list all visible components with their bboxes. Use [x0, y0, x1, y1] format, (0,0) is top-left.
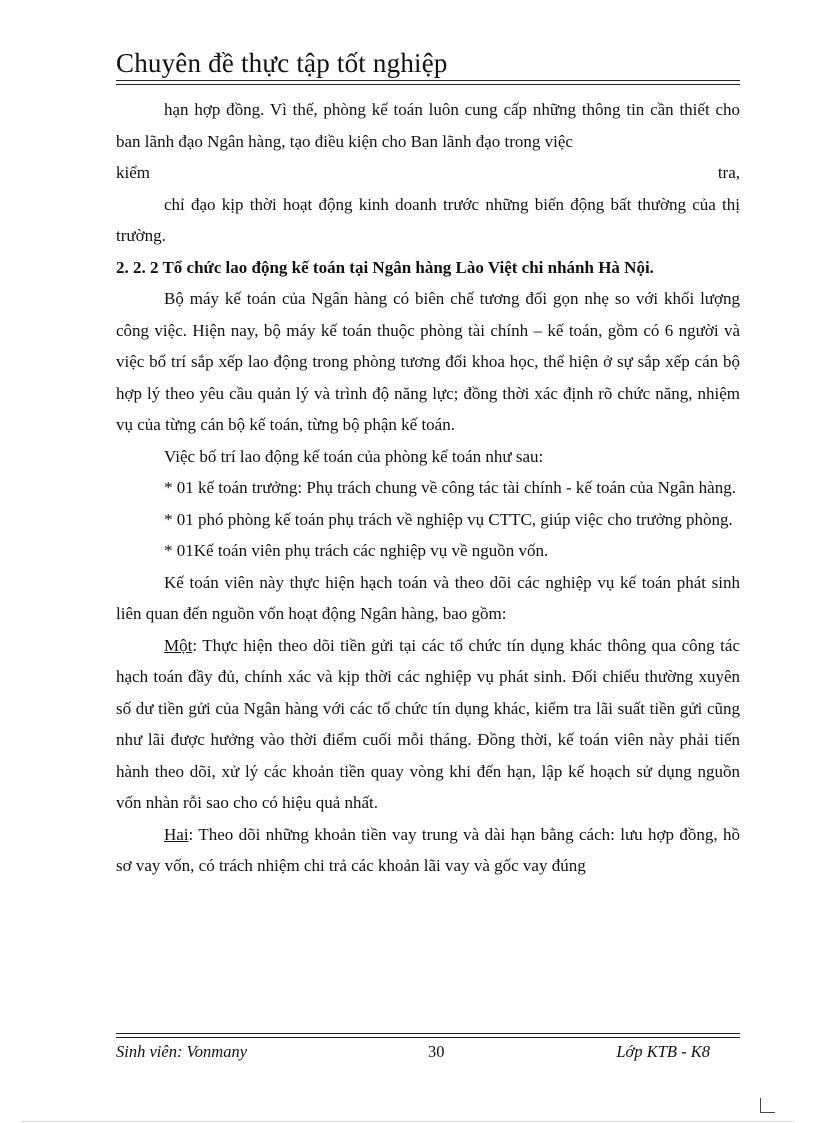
- paragraph-2: chỉ đạo kịp thời hoạt động kinh doanh trước những biến động bất thường của thị trường.: [116, 194, 740, 245]
- page-corner-mark: [760, 1098, 775, 1113]
- word-tra: tra,: [717, 163, 740, 182]
- footer-rule-bottom: [116, 1037, 740, 1038]
- paragraph-4: Việc bố trí lao động kế toán của phòng kế toán như sau:: [164, 446, 544, 466]
- paragraph-5: * 01 kế toán trưởng: Phụ trách chung về công tác tài chính - kế toán của Ngân hàng.: [164, 478, 736, 497]
- label-hai: Hai: [164, 824, 189, 844]
- document-body: [116, 94, 740, 882]
- page-header-title: Chuyên đề thực tập tốt nghiệp: [116, 48, 448, 78]
- paragraph-9: [116, 630, 740, 819]
- paragraph-3: Bộ máy kế toán của Ngân hàng có biên chế tương đối gọn nhẹ so với khối lượng công việc. Hiện nay, bộ máy kế toán thuộc phòng tài chính – kế toán, gồm có 6 người và việc bố trí sắp xếp lao động trong phòng tương đối khoa học, thể hiện ở sự sắp xếp cán bộ hợp lý theo yêu cầu quản lý và trình độ năng lực; đồng thời xác định rõ chức năng, nhiệm vụ của từng cán bộ kế toán, từng bộ phận kế toán.: [116, 289, 740, 434]
- paragraph-7: * 01Kế toán viên phụ trách các nghiệp vụ về nguồn vốn.: [164, 541, 549, 560]
- word-kiem: kiểm: [116, 163, 150, 182]
- footer-student: Sinh viên: Vonmany: [116, 1042, 248, 1061]
- section-heading: 2. 2. 2 Tổ chức lao động kế toán tại Ngân hàng Lào Việt chi nhánh Hà Nội.: [116, 257, 654, 277]
- paragraph-10: [116, 819, 740, 882]
- footer-page-number: 30: [428, 1042, 445, 1061]
- paragraph-8: Kế toán viên này thực hiện hạch toán và theo dõi các nghiệp vụ kế toán phát sinh liên quan đến nguồn vốn hoạt động Ngân hàng, bao gồm:: [116, 572, 740, 623]
- paragraph-9-text: : Thực hiện theo dõi tiền gửi tại các tổ chức tín dụng khác thông qua công tác hạch toán đầy đủ, chính xác và kịp thời các nghiệp vụ phát sinh. Đối chiếu thường xuyên số dư tiền gửi của Ngân hàng với các tổ chức tín dụng khác, kiểm tra lãi suất tiền gửi cũng như lãi được hưởng vào thời điểm cuối mỗi tháng. Đồng thời, kế toán viên này phải tiến hành theo dõi, xử lý các khoản tiền quay vòng khi đến hạn, lập kế hoạch sử dụng nguồn vốn nhàn rỗi sao cho có hiệu quả nhất.: [116, 635, 740, 812]
- footer-class: Lớp KTB - K8: [616, 1042, 710, 1061]
- header-rule-top: [116, 80, 740, 81]
- label-mot: Một: [164, 635, 193, 655]
- page-edge-dotted-line: [22, 1121, 794, 1122]
- paragraph-10-text: : Theo dõi những khoản tiền vay trung và dài hạn bằng cách: lưu hợp đồng, hồ sơ vay vốn, có trách nhiệm chi trả các khoản lãi vay và gốc vay đúng: [116, 824, 740, 875]
- paragraph-6: * 01 phó phòng kế toán phụ trách về nghiệp vụ CTTC, giúp việc cho trưởng phòng.: [164, 509, 733, 529]
- header-rule-bottom: [116, 84, 740, 85]
- paragraph-1: hạn hợp đồng. Vì thế, phòng kế toán luôn cung cấp những thông tin cần thiết cho ban lãnh đạo Ngân hàng, tạo điều kiện cho Ban lãnh đạo trong việc: [116, 100, 740, 151]
- footer-rule-top: [116, 1033, 740, 1034]
- paragraph-1-continuation: [116, 157, 740, 189]
